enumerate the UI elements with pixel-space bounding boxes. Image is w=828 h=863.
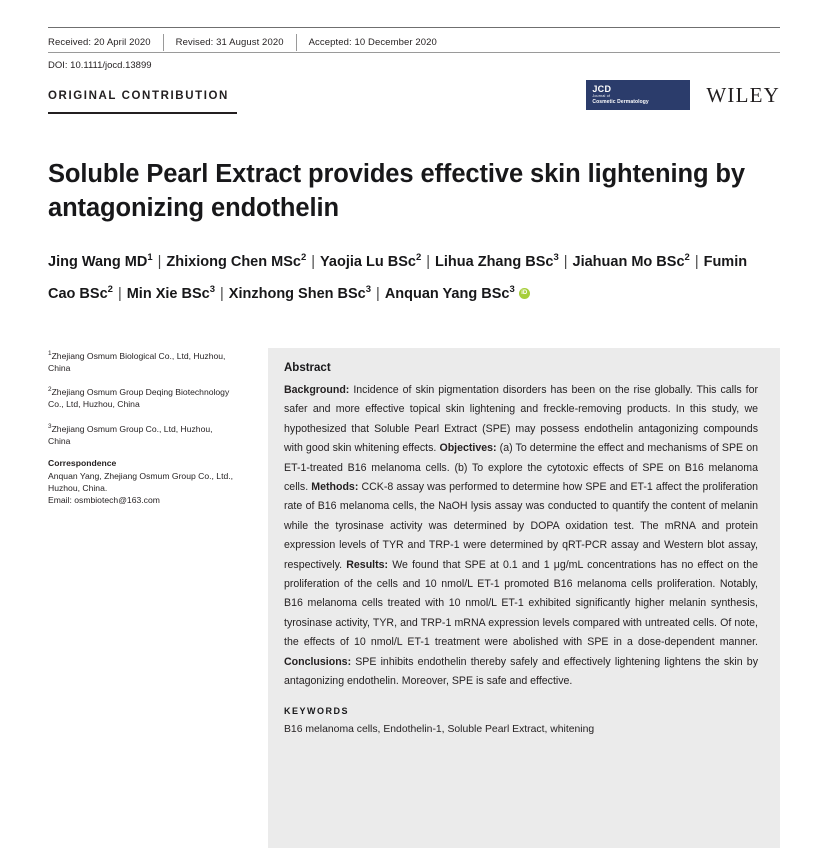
author-entry[interactable] — [320, 254, 421, 270]
abstract-section-label: Conclusions: — [284, 655, 352, 668]
author-affiliation-marker: 2 — [107, 283, 113, 295]
author-separator: | — [157, 253, 162, 270]
author-name: Anquan Yang BSc — [384, 285, 510, 302]
author-separator: | — [117, 285, 122, 302]
affiliation-item: $^1$Zhejiang Osmum Biological Co., Ltd, Huzhou, China — [48, 350, 226, 374]
article-history — [48, 34, 780, 51]
history-divider-1 — [163, 34, 164, 51]
author-affiliation-marker: 3 — [365, 283, 372, 295]
author-entry[interactable] — [166, 254, 306, 270]
author-entry[interactable] — [126, 283, 216, 302]
author-affiliation-marker: 3 — [209, 283, 216, 295]
author-separator: | — [376, 285, 380, 302]
author-affiliation-marker: 2 — [300, 252, 307, 263]
correspondence-heading: Correspondence — [48, 457, 117, 468]
wiley-logo: WILEY — [706, 82, 780, 107]
revised-date: Revised: 31 August 2020 — [175, 37, 284, 48]
keywords-list: B16 melanoma cells, Endothelin-1, Soluble Pearl Extract, whitening — [284, 723, 595, 735]
correspondence-block — [48, 457, 234, 507]
header-bottom-rule — [48, 52, 780, 53]
journal-logo-abbrev: JCD — [592, 84, 612, 94]
page-title: Soluble Pearl Extract provides effective skin lightening by antagonizing endothelin — [48, 160, 745, 223]
author-affiliation-marker: 3 — [509, 283, 515, 295]
author-affiliation-marker: 3 — [553, 252, 559, 263]
abstract-body: Background: Incidence of skin pigmentation disorders has been on the rise globally. This calls for safer and more effective topical skin lightening and freckle-removing products. In this study, we hypothesized that Soluble Pearl Extract (SPE) may possess endothelin antagonizing compounds with good skin whitening effects. Objectives: (a) To determine the effect and mechanisms of SPE on ET-1-treated B16 melanoma cells. (b) To explore the cytotoxic effects of SPE on B16 melanoma cells. Methods: CCK-8 assay was performed to determine how SPE and ET-1 affect the proliferation rate of B16 melanoma cells, the NaOH lysis assay was conducted to quantify the content of melanin while the tyrosinase activity was determined by DOPA oxidation test. The mRNA and protein expression levels of TYR and TRP-1 were determined by qRT-PCR assay and Western blot assay, respectively. Results: We found that SPE at 0.1 and 1 μg/mL concentrations has no effect on the proliferation of the cells and 10 nmol/L ET-1 promoted B16 melanoma cells proliferation. Notably, B16 melanoma cells treated with 10 nmol/L ET-1 exhibited significantly higher melanin synthesis, tyrosinase activity, TYR, and TRP-1 mRNA expression levels compared with untreated cells. Of note, the effects of 10 nmol/L ET-1 treatment were abolished with SPE in a dose-dependent manner. Conclusions: SPE inhibits endothelin thereby safely and effectively lightening lightens the skin by antagonizing endothelin. Moreover, SPE is safe and effective. — [284, 384, 758, 688]
abstract-section-label: Methods: — [311, 481, 359, 494]
author-name: Min Xie BSc — [126, 285, 210, 302]
abstract-heading: Abstract — [284, 362, 331, 374]
journal-logo — [586, 80, 690, 110]
header-top-rule — [48, 27, 780, 28]
author-name: Jiahuan Mo BSc — [572, 253, 685, 270]
author-affiliation-marker: 2 — [684, 252, 690, 263]
author-separator: | — [563, 253, 568, 270]
author-entry[interactable] — [384, 283, 530, 302]
orcid-icon[interactable] — [519, 288, 530, 299]
affiliation-item: $^3$Zhejiang Osmum Group Co., Ltd, Huzhou, China — [48, 422, 213, 446]
author-entry[interactable] — [435, 254, 559, 270]
keywords-heading: KEYWORDS — [284, 705, 350, 716]
publisher-block — [586, 80, 780, 110]
author-name: Yaojia Lu BSc — [320, 253, 416, 270]
author-entry[interactable] — [228, 283, 372, 302]
correspondence-address: Anquan Yang, Zhejiang Osmum Group Co., Ltd., Huzhou, China. — [48, 471, 234, 494]
section-label-underline — [48, 112, 237, 114]
received-date: Received: 20 April 2020 — [48, 37, 151, 48]
correspondence-email[interactable]: Email: osmbiotech@163.com — [48, 495, 160, 506]
author-name: Jing Wang MD — [48, 253, 148, 270]
affiliation-entries — [48, 348, 234, 447]
author-separator: | — [220, 285, 224, 302]
author-affiliation-marker: 1 — [147, 252, 153, 263]
abstract-section-label: Background: — [284, 384, 350, 396]
author-list — [48, 244, 748, 308]
abstract-box — [268, 348, 780, 848]
journal-logo-journalof: Journal of — [592, 94, 611, 98]
section-label: ORIGINAL CONTRIBUTION — [48, 90, 229, 102]
doi-text[interactable]: DOI: 10.1111/jocd.13899 — [48, 60, 152, 71]
author-entry[interactable] — [48, 254, 153, 270]
author-name: Xinzhong Shen BSc — [228, 285, 366, 302]
author-name: Lihua Zhang BSc — [435, 253, 554, 270]
abstract-section-label: Results: — [346, 558, 389, 571]
abstract-section-label: Objectives: — [439, 442, 497, 455]
journal-logo-name: Cosmetic Dermatology — [592, 99, 649, 105]
author-entry[interactable] — [573, 254, 690, 270]
affiliation-item: $^2$Zhejiang Osmum Group Deqing Biotechnology Co., Ltd, Huzhou, China — [48, 386, 230, 410]
history-divider-2 — [296, 34, 297, 51]
author-separator: | — [311, 253, 316, 270]
author-separator: | — [426, 253, 431, 270]
author-affiliation-marker: 2 — [415, 252, 422, 263]
author-name: Fumin Cao BSc — [48, 253, 748, 302]
author-name: Zhixiong Chen MSc — [166, 253, 301, 270]
affiliations-column — [48, 348, 234, 507]
author-separator: | — [694, 253, 699, 270]
accepted-date: Accepted: 10 December 2020 — [308, 37, 437, 48]
